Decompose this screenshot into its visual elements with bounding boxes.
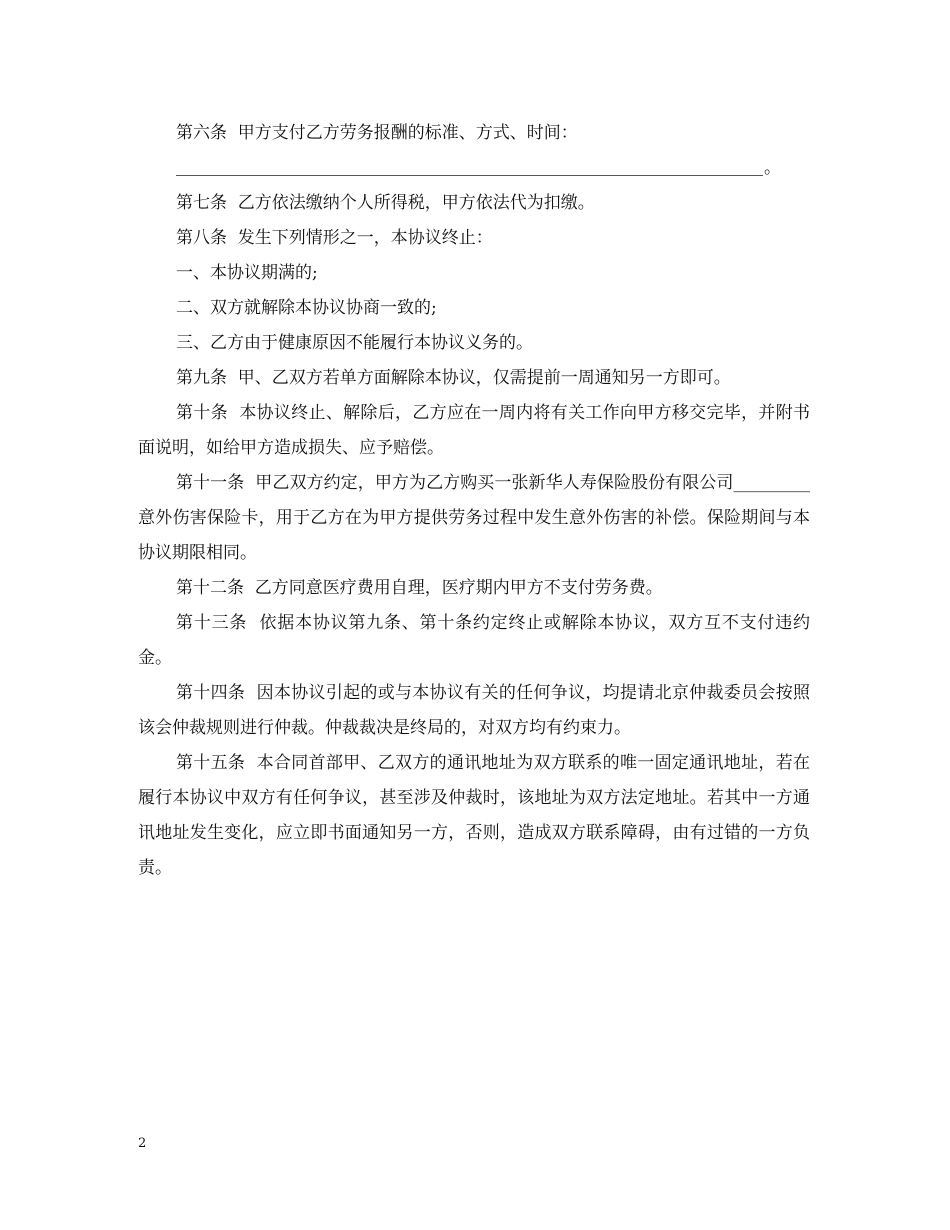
article-14: 第十四条 因本协议引起的或与本协议有关的任何争议，均提请北京仲裁委员会按照该会仲裁规则进行仲裁。仲裁裁决是终局的，对双方均有约束力。	[138, 683, 810, 738]
article-6: 第六条 甲方支付乙方劳务报酬的标准、方式、时间：	[176, 123, 578, 143]
document-body	[138, 116, 810, 886]
article-13: 第十三条 依据本协议第九条、第十条约定终止或解除本协议，双方互不支付违约金。	[138, 613, 810, 668]
article-7: 第七条 乙方依法缴纳个人所得税，甲方依法代为扣缴。	[176, 193, 595, 213]
article-8: 第八条 发生下列情形之一，本协议终止：	[176, 228, 493, 248]
blank-line-end-mark: 。	[764, 158, 781, 178]
blank-underline	[176, 175, 763, 176]
article-8-item-1: 一、本协议期满的;	[176, 263, 318, 283]
article-10: 第十条 本协议终止、解除后，乙方应在一周内将有关工作向甲方移交完毕，并附书面说明，如给甲方造成损失、应予赔偿。	[138, 403, 810, 458]
article-8-item-3: 三、乙方由于健康原因不能履行本协议义务的。	[176, 333, 533, 353]
page-number: 2	[138, 1136, 147, 1151]
article-8-item-2: 二、双方就解除本协议协商一致的;	[176, 298, 437, 318]
article-12: 第十二条 乙方同意医疗费用自理，医疗期内甲方不支付劳务费。	[176, 578, 663, 598]
article-15: 第十五条 本合同首部甲、乙双方的通讯地址为双方联系的唯一固定通讯地址，若在履行本协议中双方有任何争议，甚至涉及仲裁时，该地址为双方法定地址。若其中一方通讯地址发生变化，应立即书面通知另一方，否则，造成双方联系障碍，由有过错的一方负责。	[138, 753, 810, 878]
article-9: 第九条 甲、乙双方若单方面解除本协议，仅需提前一周通知另一方即可。	[176, 368, 731, 388]
fill-in-blank-line	[176, 151, 810, 186]
article-11: 第十一条 甲乙双方约定，甲方为乙方购买一张新华人寿保险股份有限公司_________意外伤害保险卡，用于乙方在为甲方提供劳务过程中发生意外伤害的补偿。保险期间与本协议期限相同。	[138, 473, 810, 563]
